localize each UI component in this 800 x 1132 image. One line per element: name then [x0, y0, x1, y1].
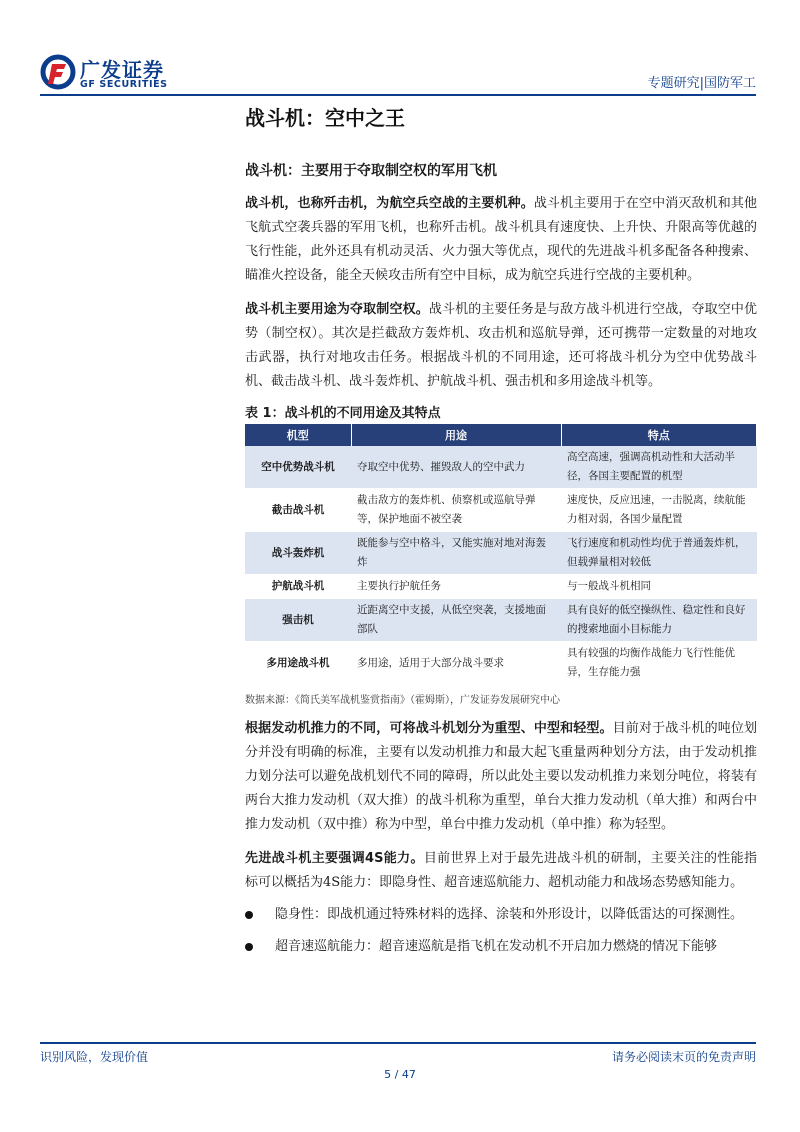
table-header-row — [245, 424, 757, 446]
table-row — [245, 599, 757, 642]
table-cell-use: 夺取空中优势、摧毁敌人的空中武力 — [351, 446, 561, 489]
logo-en-text: GF SECURITIES — [80, 79, 168, 90]
page-header — [40, 52, 756, 96]
table-cell-feature: 具有良好的低空操纵性、稳定性和良好的搜索地面小目标能力 — [561, 599, 757, 642]
table-row — [245, 532, 757, 575]
paragraph-3-lead: 根据发动机推力的不同，可将战斗机划分为重型、中型和轻型。 — [245, 721, 613, 736]
paragraph-1 — [245, 192, 757, 288]
page-number: 5 / 47 — [384, 1068, 416, 1081]
bullet-dot-icon — [245, 911, 253, 919]
fighter-types-table — [245, 424, 757, 685]
table-row — [245, 575, 757, 599]
report-type: 专题研究|国防军工 — [647, 76, 756, 91]
logo — [40, 52, 180, 92]
table-row — [245, 642, 757, 685]
table-cell-type: 战斗轰炸机 — [245, 532, 351, 575]
paragraph-2-body: 战斗机的主要任务是与敌方战斗机进行空战，夺取空中优势（制空权）。其次是拦截敌方轰炸机、攻击机和巡航导弹，还可携带一定数量的对地攻击武器，执行对地攻击任务。根据战斗机的不同用途，还可将战斗机分为空中优势战斗机、截击战斗机、战斗轰炸机、护航战斗机、强击机和多用途战斗机等。 — [245, 302, 757, 389]
main-content — [245, 146, 757, 967]
table-cell-use: 多用途，适用于大部分战斗要求 — [351, 642, 561, 685]
footer-disclaimer: 请务必阅读末页的免责声明 — [611, 1050, 756, 1064]
table-header-feature: 特点 — [561, 424, 757, 446]
list-item-text: 超音速巡航能力：超音速巡航是指飞机在发动机不开启加力燃烧的情况下能够 — [275, 939, 718, 954]
footer-slogan: 识别风险，发现价值 — [40, 1050, 149, 1064]
table-cell-type: 空中优势战斗机 — [245, 446, 351, 489]
paragraph-4-body: 目前世界上对于最先进战斗机的研制，主要关注的性能指标可以概括为4S能力：即隐身性、超音速巡航能力、超机动能力和战场态势感知能力。 — [245, 851, 757, 890]
gf-logo-icon — [40, 54, 76, 90]
table-cell-use: 近距离空中支援，从低空突袭，支援地面部队 — [351, 599, 561, 642]
paragraph-3-body: 目前对于战斗机的吨位划分并没有明确的标准，主要有以发动机推力和最大起飞重量两种划分方法，由于发动机推力划分法可以避免战机划代不同的障碍，所以此处主要以发动机推力来划分吨位，将装有两台大推力发动机（双大推）的战斗机称为重型，单台大推力发动机（单大推）和两台中推力发动机（双中推）称为中型，单台中推力发动机（单中推）称为轻型。 — [245, 721, 757, 832]
paragraph-2 — [245, 298, 757, 394]
table-cell-feature: 飞行速度和机动性均优于普通轰炸机，但载弹量相对较低 — [561, 532, 757, 575]
table-cell-type: 强击机 — [245, 599, 351, 642]
table-source: 数据来源：《简氏美军战机鉴赏指南》（霍姆斯），广发证券发展研究中心 — [245, 695, 560, 706]
logo-cn-text: 广发证券 — [80, 58, 164, 82]
table-cell-use: 主要执行护航任务 — [351, 575, 561, 599]
footer-divider — [40, 1042, 756, 1044]
paragraph-1-body: 战斗机主要用于在空中消灭敌机和其他飞航式空袭兵器的军用飞机，也称歼击机。战斗机具有速度快、上升快、升限高等优越的飞行性能，此外还具有机动灵活、火力强大等优点，现代的先进战斗机多配备各种搜索、瞄准火控设备，能全天候攻击所有空中目标，成为航空兵进行空战的主要机种。 — [245, 196, 757, 283]
paragraph-2-lead: 战斗机主要用途为夺取制空权。 — [245, 302, 429, 317]
table-header-use: 用途 — [351, 424, 561, 446]
paragraph-4-lead: 先进战斗机主要强调4S能力。 — [245, 851, 424, 866]
table-cell-feature: 高空高速，强调高机动性和大活动半径，各国主要配置的机型 — [561, 446, 757, 489]
table-cell-type: 护航战斗机 — [245, 575, 351, 599]
paragraph-4 — [245, 847, 757, 895]
paragraph-1-lead: 战斗机，也称歼击机，为航空兵空战的主要机种。 — [245, 196, 534, 211]
section-heading: 战斗机：主要用于夺取制空权的军用飞机 — [245, 163, 497, 179]
table-cell-type: 多用途战斗机 — [245, 642, 351, 685]
table-row — [245, 489, 757, 532]
table-cell-feature: 具有较强的均衡作战能力飞行性能优异，生存能力强 — [561, 642, 757, 685]
table-cell-feature: 与一般战斗机相同 — [561, 575, 757, 599]
list-item-text: 隐身性：即战机通过特殊材料的选择、涂装和外形设计，以降低雷达的可探测性。 — [275, 907, 744, 922]
table-cell-feature: 速度快，反应迅速，一击脱离，续航能力相对弱，各国少量配置 — [561, 489, 757, 532]
table-header-type: 机型 — [245, 424, 351, 446]
table-cell-type: 截击战斗机 — [245, 489, 351, 532]
bullet-dot-icon — [245, 943, 253, 951]
list-item — [245, 903, 757, 927]
table-row — [245, 446, 757, 489]
list-item — [245, 935, 757, 959]
table-caption: 表 1：战斗机的不同用途及其特点 — [245, 406, 441, 421]
table-cell-use: 截击敌方的轰炸机、侦察机或巡航导弹等，保护地面不被空袭 — [351, 489, 561, 532]
page-title: 战斗机：空中之王 — [245, 106, 405, 130]
table-cell-use: 既能参与空中格斗，又能实施对地对海轰炸 — [351, 532, 561, 575]
bullet-list — [245, 903, 757, 959]
paragraph-3 — [245, 717, 757, 837]
header-divider — [40, 94, 756, 96]
